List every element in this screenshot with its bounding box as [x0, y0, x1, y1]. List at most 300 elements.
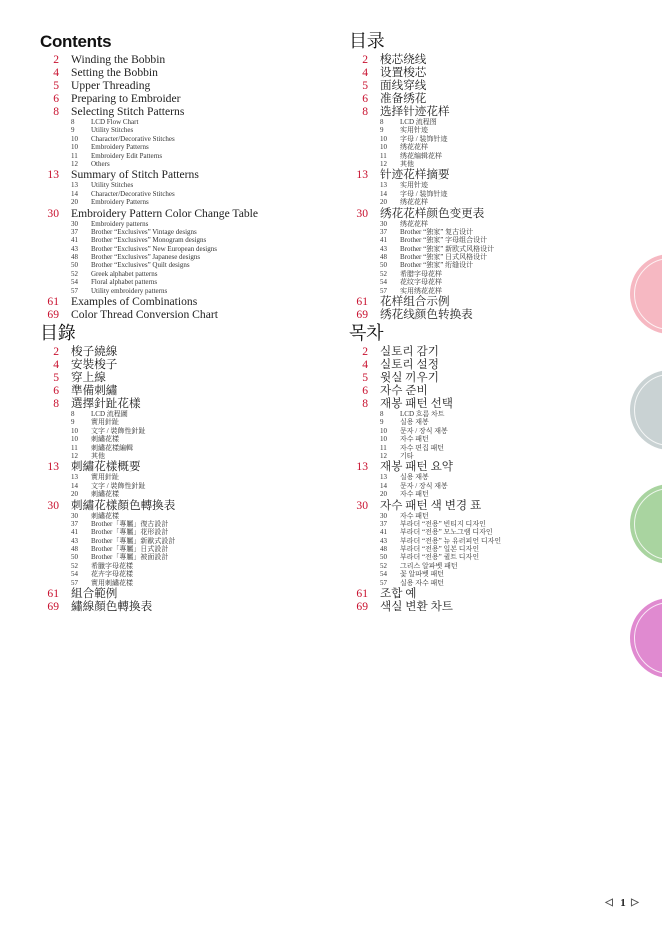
toc-entry[interactable] [40, 66, 340, 79]
toc-subentry[interactable] [349, 537, 649, 545]
toc-entry-title: 针迹花样摘要 [380, 168, 450, 182]
toc-subentry[interactable] [349, 143, 649, 151]
toc-subentry-page-number: 8 [380, 118, 384, 126]
toc-entry[interactable] [349, 499, 649, 512]
toc-entry[interactable] [349, 105, 649, 118]
toc-subentry-title: Brother「專屬」新歐式設計 [91, 536, 176, 545]
toc-entry-page-number: 61 [47, 295, 59, 309]
toc-entry-page-number: 13 [47, 168, 59, 182]
toc-subentry-page-number: 14 [380, 481, 387, 490]
toc-entry[interactable] [40, 345, 340, 358]
toc-entry-page-number: 4 [362, 66, 368, 79]
toc-subentry-page-number: 37 [71, 519, 78, 528]
toc-subentry-title: Brother “独家” 字母组合设计 [400, 236, 488, 245]
toc-subentry-page-number: 41 [71, 236, 78, 245]
toc-subentry[interactable] [40, 261, 340, 269]
toc-subentry-page-number: 57 [71, 286, 78, 295]
toc-entry-page-number: 13 [47, 460, 59, 474]
toc-entry-page-number: 61 [47, 587, 59, 601]
toc-subentry[interactable] [40, 220, 340, 228]
toc-subentry-page-number: 48 [380, 545, 387, 554]
toc-entry-page-number: 13 [356, 168, 368, 182]
toc-subentry-title: 其他 [400, 159, 414, 168]
toc-entry-page-number: 5 [362, 79, 368, 92]
toc-entry[interactable] [40, 168, 340, 181]
toc-subentry[interactable] [349, 579, 649, 587]
toc-subentry[interactable] [40, 278, 340, 286]
toc-subentry[interactable] [40, 160, 340, 168]
toc-subentry-title: 자수 패턴 [400, 511, 429, 520]
toc-subentry[interactable] [40, 562, 340, 570]
toc-entry-page-number: 6 [53, 384, 59, 397]
toc-subentry-title: Utility embroidery patterns [91, 286, 168, 295]
toc-entry[interactable] [349, 79, 649, 92]
toc-subentry-title: Embroidery Edit Patterns [91, 151, 163, 160]
toc-subentry-title: Utility Stitches [91, 126, 134, 135]
toc-entry-title: 準備刺繡 [71, 384, 118, 397]
toc-subentry-page-number: 30 [71, 219, 78, 228]
toc-subentry-page-number: 54 [71, 570, 78, 579]
toc-subentry-page-number: 10 [380, 134, 387, 143]
toc-entry-title: Upper Threading [71, 79, 151, 92]
toc-subentry-page-number: 8 [71, 118, 75, 126]
toc-heading: Contents [40, 32, 112, 51]
toc-subentry-page-number: 20 [380, 198, 387, 207]
toc-subentry-page-number: 11 [71, 443, 78, 452]
toc-subentry[interactable] [40, 245, 340, 253]
toc-entry-title: 面线穿线 [380, 79, 427, 92]
toc-subentry-title: Brother “独家” 绗缝设计 [400, 261, 474, 270]
toc-subentry-page-number: 14 [71, 481, 78, 490]
toc-subentry-page-number: 30 [71, 511, 78, 520]
toc-subentry-title: Brother “独家” 新欧式风格设计 [400, 244, 495, 253]
toc-entry-title: 刺繡花樣顏色轉換表 [71, 498, 176, 512]
toc-subentry-page-number: 30 [380, 219, 387, 228]
toc-subentry-title: Greek alphabet patterns [91, 269, 158, 278]
toc-subentry[interactable] [40, 473, 340, 481]
toc-entry-page-number: 30 [356, 206, 368, 220]
toc-subentry[interactable] [40, 228, 340, 236]
toc-subentry-title: 绣花编辑花样 [400, 151, 442, 160]
toc-subentry-title: 자수 패턴 [400, 435, 429, 444]
toc-subentry-title: 文字 / 裝飾性針趾 [91, 481, 146, 490]
toc-subentry-title: Brother “Exclusives” Vintage designs [91, 227, 197, 236]
toc-subentry-page-number: 52 [380, 269, 387, 278]
toc-entry[interactable] [349, 92, 649, 105]
toc-subentry[interactable] [349, 545, 649, 553]
toc-subentry-page-number: 10 [71, 134, 78, 143]
toc-entry[interactable] [349, 207, 649, 220]
toc-entry-page-number: 69 [356, 308, 368, 322]
toc-subentry[interactable] [40, 520, 340, 528]
toc-subentry[interactable] [40, 579, 340, 587]
toc-entry-title: 재봉 패턴 요약 [380, 460, 453, 474]
toc-subentry-title: Character/Decorative Stitches [91, 134, 175, 143]
toc-subentry[interactable] [40, 270, 340, 278]
toc-section-zh-tw [40, 322, 340, 613]
toc-subentry-page-number: 50 [71, 553, 78, 562]
toc-subentry[interactable] [40, 512, 340, 520]
toc-entry-title: Winding the Bobbin [71, 53, 166, 66]
toc-subentry[interactable] [40, 152, 340, 160]
toc-subentry-title: Brother “Exclusives” Monogram designs [91, 236, 207, 245]
toc-entry[interactable] [40, 295, 340, 308]
toc-entry[interactable] [40, 358, 340, 371]
toc-subentry[interactable] [40, 236, 340, 244]
toc-section-ko [349, 322, 649, 613]
toc-subentry-title: Brother “Exclusives” New European designs [91, 244, 217, 253]
toc-subentry-page-number: 20 [380, 490, 387, 499]
toc-subentry[interactable] [349, 512, 649, 520]
toc-subentry-page-number: 52 [71, 269, 78, 278]
toc-entry-page-number: 8 [53, 105, 59, 118]
toc-entry-title: 자수 패턴 색 변경 표 [380, 498, 482, 512]
toc-entry[interactable] [349, 600, 649, 613]
toc-entry-page-number: 8 [362, 105, 368, 118]
toc-subentry-page-number: 41 [380, 236, 387, 245]
toc-subentry-title: LCD 流程圖 [91, 410, 128, 418]
toc-subentry-title: Floral alphabet patterns [91, 278, 158, 287]
toc-entry[interactable] [40, 460, 340, 473]
toc-subentry[interactable] [349, 236, 649, 244]
toc-entry[interactable] [40, 397, 340, 410]
toc-subentry[interactable] [349, 482, 649, 490]
toc-subentry[interactable] [40, 418, 340, 426]
toc-entry[interactable] [349, 358, 649, 371]
toc-entry-page-number: 30 [47, 206, 59, 220]
toc-subentry-title: Embroidery Patterns [91, 143, 149, 152]
toc-subentry-page-number: 57 [380, 578, 387, 587]
toc-entry[interactable] [40, 105, 340, 118]
toc-entry-page-number: 5 [53, 371, 59, 384]
toc-subentry[interactable] [349, 190, 649, 198]
toc-subentry[interactable] [349, 270, 649, 278]
toc-entry[interactable] [349, 397, 649, 410]
toc-subentry-page-number: 8 [380, 410, 384, 418]
toc-subentry[interactable] [349, 228, 649, 236]
toc-subentry-page-number: 9 [380, 126, 384, 135]
toc-subentry-title: 花纹字母花样 [400, 278, 442, 287]
toc-subentry-title: Brother “独家” 日式风格设计 [400, 253, 488, 262]
toc-subentry-page-number: 43 [71, 244, 78, 253]
toc-subentry[interactable] [349, 181, 649, 189]
toc-section-en [40, 30, 340, 321]
toc-entry-page-number: 4 [53, 66, 59, 79]
toc-entry-page-number: 6 [53, 92, 59, 105]
toc-subentry-title: 刺繡花樣 [91, 435, 119, 444]
toc-subentry-page-number: 11 [380, 443, 387, 452]
chapter-tab-green[interactable] [630, 484, 662, 564]
toc-entry-page-number: 69 [47, 600, 59, 614]
toc-subentry[interactable] [349, 135, 649, 143]
toc-entry-page-number: 6 [362, 92, 368, 105]
toc-subentry-title: 문자 / 장식 재봉 [400, 481, 448, 490]
toc-subentry-title: Brother「專屬」花形設計 [91, 528, 169, 537]
toc-subentry-title: LCD 流程图 [400, 118, 437, 126]
toc-subentry-page-number: 37 [380, 519, 387, 528]
toc-entry[interactable] [349, 168, 649, 181]
toc-subentry[interactable] [40, 427, 340, 435]
toc-entry-page-number: 61 [356, 587, 368, 601]
toc-entry-title: Summary of Stitch Patterns [71, 168, 199, 182]
toc-subentry[interactable] [349, 287, 649, 295]
toc-entry[interactable] [349, 66, 649, 79]
toc-entry-title: 자수 준비 [380, 384, 428, 397]
toc-subentry-page-number: 43 [71, 536, 78, 545]
toc-subentry[interactable] [40, 444, 340, 452]
toc-subentry[interactable] [40, 537, 340, 545]
toc-entry-title: 穿上線 [71, 371, 106, 384]
toc-subentry-page-number: 9 [380, 418, 384, 427]
toc-subentry-page-number: 43 [380, 244, 387, 253]
toc-subentry[interactable] [40, 528, 340, 536]
toc-subentry-title: 부라더 “전용” 일본 디자인 [400, 545, 480, 554]
toc-heading: 目錄 [40, 323, 76, 343]
toc-subentry-page-number: 54 [71, 278, 78, 287]
toc-subentry[interactable] [40, 410, 340, 418]
toc-subentry[interactable] [349, 220, 649, 228]
toc-subentry[interactable] [40, 135, 340, 143]
toc-entry[interactable] [349, 295, 649, 308]
prev-page-arrow-icon[interactable]: ◁ [605, 897, 613, 908]
toc-subentry[interactable] [349, 126, 649, 134]
toc-entry-title: 设置梭芯 [380, 66, 427, 79]
toc-entry-page-number: 30 [47, 498, 59, 512]
toc-subentry[interactable] [349, 562, 649, 570]
toc-subentry-title: 부라더 “전용” 모노그램 디자인 [400, 528, 493, 537]
toc-subentry-page-number: 12 [380, 159, 387, 168]
toc-subentry[interactable] [349, 490, 649, 498]
chapter-tabs [632, 270, 662, 690]
toc-entry[interactable] [40, 384, 340, 397]
toc-subentry[interactable] [349, 444, 649, 452]
toc-entry-title: 選擇針趾花樣 [71, 397, 141, 410]
toc-subentry-page-number: 37 [71, 227, 78, 236]
toc-subentry-title: Brother「專屬」復古設計 [91, 519, 169, 528]
toc-entry-title: 绣花线颜色转换表 [380, 308, 473, 322]
toc-subentry-page-number: 13 [71, 181, 78, 190]
toc-subentry[interactable] [40, 570, 340, 578]
toc-entry-page-number: 2 [362, 345, 368, 358]
toc-subentry[interactable] [40, 253, 340, 261]
toc-entry[interactable] [40, 499, 340, 512]
toc-subentry[interactable] [40, 118, 340, 126]
toc-subentry[interactable] [349, 427, 649, 435]
toc-subentry-page-number: 50 [380, 553, 387, 562]
toc-subentry-page-number: 10 [380, 426, 387, 435]
toc-subentry[interactable] [40, 190, 340, 198]
toc-subentry-page-number: 10 [71, 426, 78, 435]
toc-subentry-page-number: 13 [380, 473, 387, 482]
toc-subentry[interactable] [349, 435, 649, 443]
toc-entry-title: Color Thread Conversion Chart [71, 308, 218, 322]
toc-subentry[interactable] [349, 198, 649, 206]
toc-subentry-page-number: 20 [71, 198, 78, 207]
next-page-arrow-icon[interactable]: ▷ [631, 897, 639, 908]
toc-entry-page-number: 2 [53, 345, 59, 358]
toc-entry-title: Setting the Bobbin [71, 66, 158, 79]
toc-subentry-title: Others [91, 159, 110, 168]
toc-subentry-page-number: 37 [380, 227, 387, 236]
toc-subentry-title: Brother “Exclusives” Quilt designs [91, 261, 190, 270]
toc-subentry-page-number: 30 [380, 511, 387, 520]
toc-subentry[interactable] [349, 570, 649, 578]
toc-subentry-title: 花卉字母花樣 [91, 570, 133, 579]
toc-subentry-title: 실용 자수 패턴 [400, 578, 445, 587]
toc-subentry[interactable] [349, 253, 649, 261]
toc-subentry-page-number: 14 [71, 189, 78, 198]
toc-subentry[interactable] [40, 553, 340, 561]
toc-subentry[interactable] [40, 126, 340, 134]
toc-subentry-page-number: 48 [71, 545, 78, 554]
toc-subentry-page-number: 43 [380, 536, 387, 545]
toc-entry[interactable] [349, 384, 649, 397]
toc-subentry-title: 希腊字母花样 [400, 269, 442, 278]
toc-entry-title: 刺繡花樣概要 [71, 460, 141, 474]
toc-subentry[interactable] [349, 261, 649, 269]
toc-subentry-page-number: 54 [380, 278, 387, 287]
toc-subentry-title: 實用針趾 [91, 473, 119, 482]
toc-entry-title: 梭芯绕线 [380, 53, 427, 66]
toc-subentry[interactable] [349, 410, 649, 418]
toc-subentry-title: 자수 편집 패턴 [400, 443, 445, 452]
toc-subentry-title: 绣花花样 [400, 198, 428, 207]
chapter-tab-gray[interactable] [630, 370, 662, 450]
toc-subentry-title: Brother「專屬」日式設計 [91, 545, 169, 554]
toc-subentry[interactable] [349, 520, 649, 528]
toc-subentry[interactable] [40, 143, 340, 151]
toc-section-zh-cn [349, 30, 649, 321]
toc-subentry[interactable] [349, 245, 649, 253]
toc-subentry[interactable] [40, 545, 340, 553]
toc-subentry-page-number: 11 [71, 151, 78, 160]
toc-entry[interactable] [349, 53, 649, 66]
toc-entry-title: Embroidery Pattern Color Change Table [71, 206, 259, 220]
chapter-tab-magenta[interactable] [630, 598, 662, 678]
toc-subentry-page-number: 8 [71, 410, 75, 418]
toc-entry-title: 실토리 감기 [380, 345, 439, 358]
toc-subentry[interactable] [40, 490, 340, 498]
toc-entry-title: 繡線顏色轉換表 [71, 600, 153, 614]
toc-subentry-title: Brother「專屬」被面設計 [91, 553, 169, 562]
toc-subentry[interactable] [40, 435, 340, 443]
toc-entry-page-number: 69 [356, 600, 368, 614]
toc-entry[interactable] [349, 345, 649, 358]
toc-subentry-page-number: 52 [71, 561, 78, 570]
toc-entry-title: 실토리 설정 [380, 358, 439, 371]
toc-heading: 目录 [349, 31, 385, 51]
toc-subentry-title: 字母 / 装饰针迹 [400, 189, 448, 198]
toc-entry-title: 윗실 끼우기 [380, 371, 439, 384]
toc-entry-page-number: 30 [356, 498, 368, 512]
toc-entry-title: Preparing to Embroider [71, 92, 181, 105]
toc-entry-title: Examples of Combinations [71, 295, 198, 309]
toc-subentry-title: 실용 재봉 [400, 473, 429, 482]
toc-entry[interactable] [40, 587, 340, 600]
toc-entry[interactable] [349, 587, 649, 600]
toc-subentry-page-number: 12 [71, 159, 78, 168]
toc-subentry-page-number: 10 [71, 143, 78, 152]
toc-subentry-page-number: 20 [71, 490, 78, 499]
toc-entry-title: 색실 변환 차트 [380, 600, 453, 614]
toc-subentry[interactable] [349, 418, 649, 426]
toc-subentry[interactable] [40, 482, 340, 490]
toc-subentry-page-number: 9 [71, 418, 75, 427]
toc-subentry-page-number: 13 [380, 181, 387, 190]
toc-subentry-title: LCD Flow Chart [91, 118, 139, 126]
toc-subentry-title: Embroidery patterns [91, 219, 149, 228]
toc-entry-page-number: 61 [356, 295, 368, 309]
toc-subentry-page-number: 10 [380, 143, 387, 152]
toc-subentry-title: Brother “Exclusives” Japanese designs [91, 253, 201, 262]
toc-subentry[interactable] [349, 528, 649, 536]
toc-entry-title: 准备绣花 [380, 92, 427, 105]
page-number: 1 [620, 897, 626, 909]
toc-subentry-title: 其他 [91, 451, 105, 460]
toc-subentry[interactable] [40, 287, 340, 295]
toc-subentry-title: 实用针迹 [400, 126, 428, 135]
toc-entry-page-number: 69 [47, 308, 59, 322]
toc-subentry-title: 부라더 “전용” 퀼트 디자인 [400, 553, 480, 562]
toc-entry[interactable] [40, 308, 340, 321]
toc-entry[interactable] [349, 460, 649, 473]
toc-entry-title: Selecting Stitch Patterns [71, 105, 185, 118]
toc-subentry-title: 希臘字母花樣 [91, 561, 133, 570]
toc-subentry-page-number: 10 [380, 435, 387, 444]
toc-entry[interactable] [349, 371, 649, 384]
toc-subentry[interactable] [40, 181, 340, 189]
toc-subentry[interactable] [349, 473, 649, 481]
toc-subentry-title: Utility Stitches [91, 181, 134, 190]
toc-subentry-page-number: 13 [71, 473, 78, 482]
toc-subentry[interactable] [349, 118, 649, 126]
toc-entry-page-number: 4 [362, 358, 368, 371]
toc-subentry-title: LCD 흐름 차트 [400, 410, 445, 418]
toc-entry[interactable] [349, 308, 649, 321]
toc-subentry-title: 刺繡花樣 [91, 490, 119, 499]
toc-subentry-title: 實用刺繡花樣 [91, 578, 133, 587]
toc-entry[interactable] [40, 79, 340, 92]
toc-subentry-page-number: 50 [380, 261, 387, 270]
toc-entry[interactable] [40, 371, 340, 384]
toc-entry-page-number: 8 [362, 397, 368, 410]
toc-subentry[interactable] [349, 152, 649, 160]
toc-subentry-title: 字母 / 装饰针迹 [400, 134, 448, 143]
toc-entry[interactable] [40, 207, 340, 220]
toc-entry[interactable] [40, 53, 340, 66]
toc-entry[interactable] [40, 600, 340, 613]
toc-entry[interactable] [40, 92, 340, 105]
toc-entry-title: 绣花花样颜色变更表 [380, 206, 485, 220]
toc-subentry-title: 绣花花样 [400, 219, 428, 228]
toc-subentry[interactable] [349, 278, 649, 286]
toc-subentry-page-number: 57 [380, 286, 387, 295]
toc-subentry-page-number: 54 [380, 570, 387, 579]
toc-entry-title: 花样组合示例 [380, 295, 450, 309]
toc-entry-page-number: 8 [53, 397, 59, 410]
toc-subentry[interactable] [40, 198, 340, 206]
toc-subentry[interactable] [349, 553, 649, 561]
toc-subentry-title: 자수 패턴 [400, 490, 429, 499]
toc-entry-title: 組合範例 [71, 587, 118, 601]
toc-subentry-title: 绣花花样 [400, 143, 428, 152]
toc-subentry-page-number: 11 [380, 151, 387, 160]
toc-subentry-page-number: 12 [71, 451, 78, 460]
toc-subentry-title: 实用针迹 [400, 181, 428, 190]
toc-subentry-page-number: 50 [71, 261, 78, 270]
toc-subentry-title: Brother “独家” 复古设计 [400, 227, 474, 236]
toc-entry-page-number: 2 [362, 53, 368, 66]
